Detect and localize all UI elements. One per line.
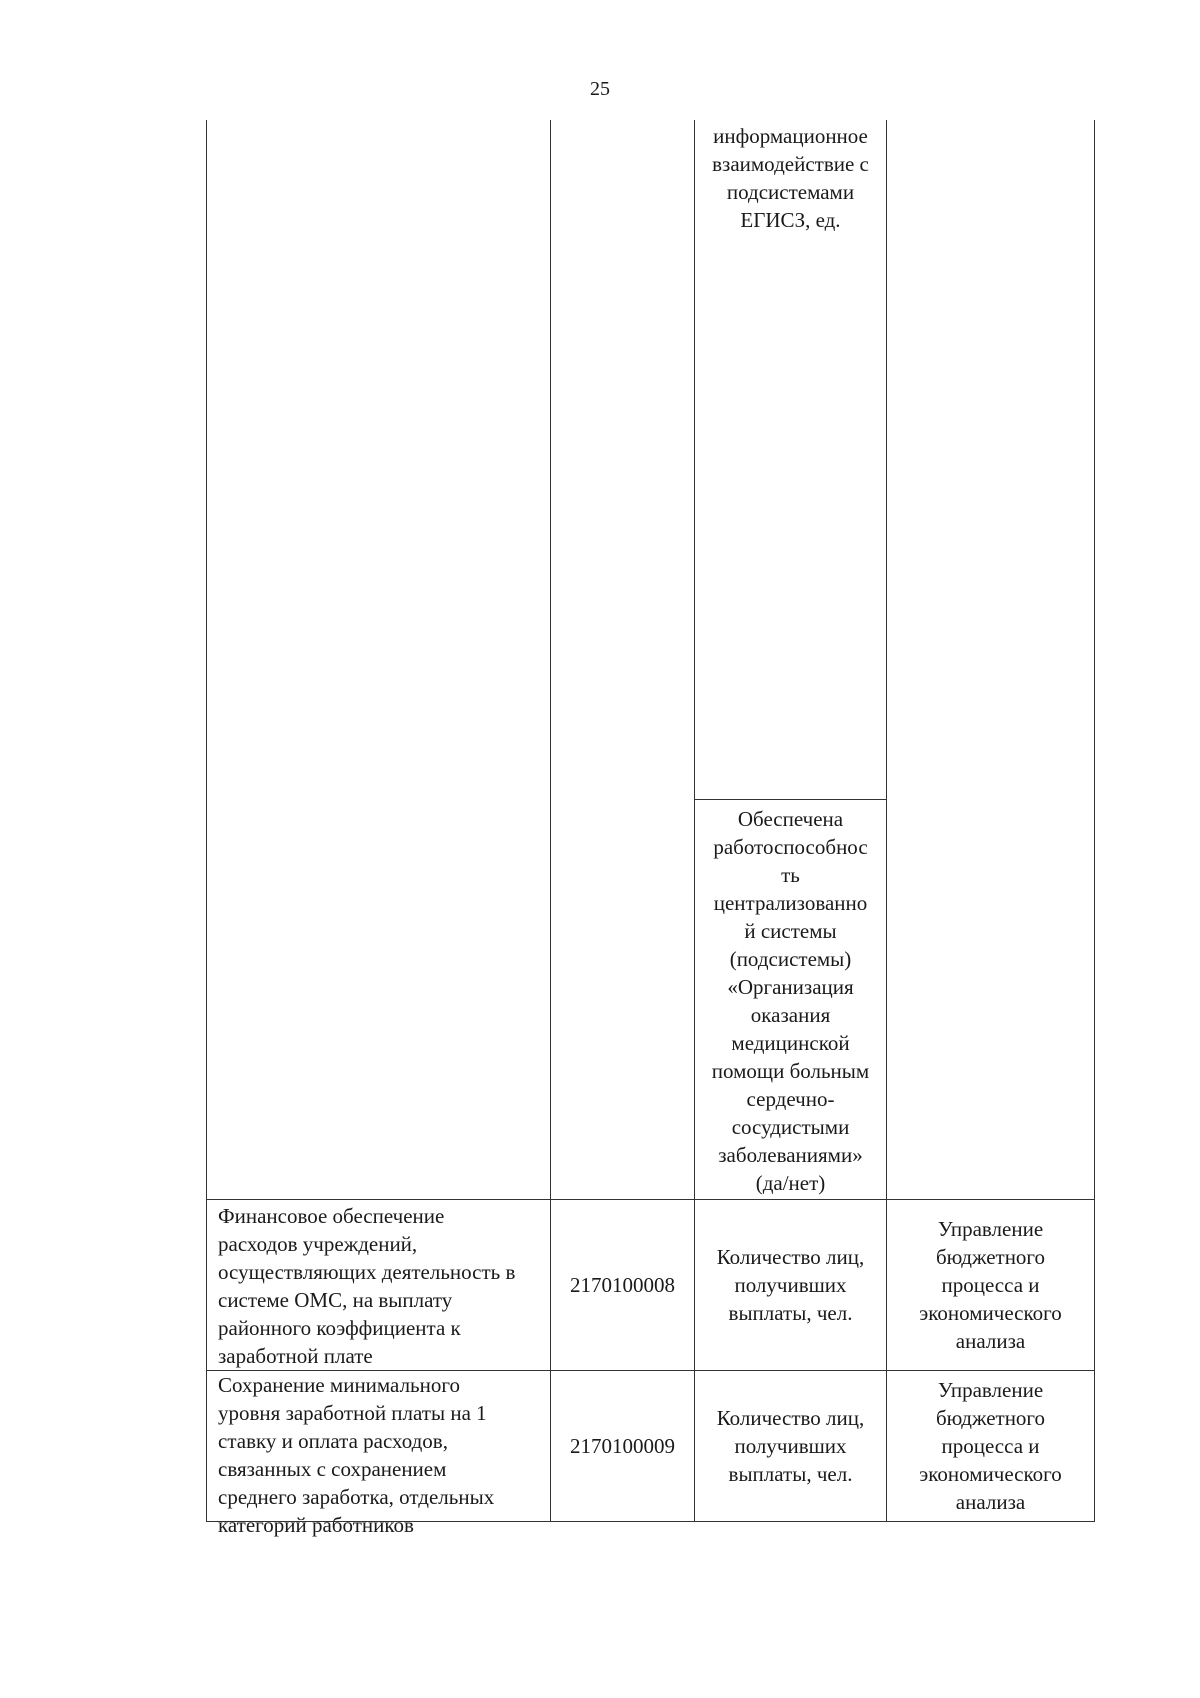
row-1-name: Финансовое обеспечение расходов учреждений, осуществляющих деятельность в системе ОМС, на выплату районного коэффициента к заработной плате — [218, 1204, 516, 1368]
row-1-indicator-text: Количество лиц, получивших выплаты, чел. — [716, 1245, 865, 1325]
table — [206, 120, 1095, 1537]
row-2-responsible — [886, 1371, 1095, 1521]
row-1-responsible — [886, 1200, 1095, 1370]
indicator-cell-cardio-system: Обеспечена работоспособнос ть централизованно й системы (подсистемы) «Организация оказания медицинской помощи больным сердечно- сосудистыми заболеваниями» (да/нет) — [711, 807, 870, 1195]
row-1-responsible-text: Управление бюджетного процесса и экономического анализа — [919, 1217, 1062, 1353]
page-number: 25 — [590, 78, 610, 100]
row-1-code-text: 2170100008 — [570, 1273, 675, 1297]
indicator-cell-egisz: информационное взаимодействие с подсистемами ЕГИСЗ, ед. — [712, 124, 869, 232]
row-2-indicator-text: Количество лиц, получивших выплаты, чел. — [716, 1406, 865, 1486]
row-2-name: Сохранение минимального уровня заработной платы на 1 ставку и оплата расходов, связанных с сохранением среднего заработка, отдельных категорий работников — [218, 1373, 495, 1537]
indicator-row-divider — [694, 799, 887, 800]
row-2-indicator — [694, 1371, 887, 1521]
row-2-code — [550, 1371, 695, 1521]
row-1-code — [550, 1200, 695, 1370]
row-1-indicator — [694, 1200, 887, 1370]
row-2-responsible-text: Управление бюджетного процесса и экономического анализа — [919, 1378, 1062, 1514]
row-2-code-text: 2170100009 — [570, 1434, 675, 1458]
